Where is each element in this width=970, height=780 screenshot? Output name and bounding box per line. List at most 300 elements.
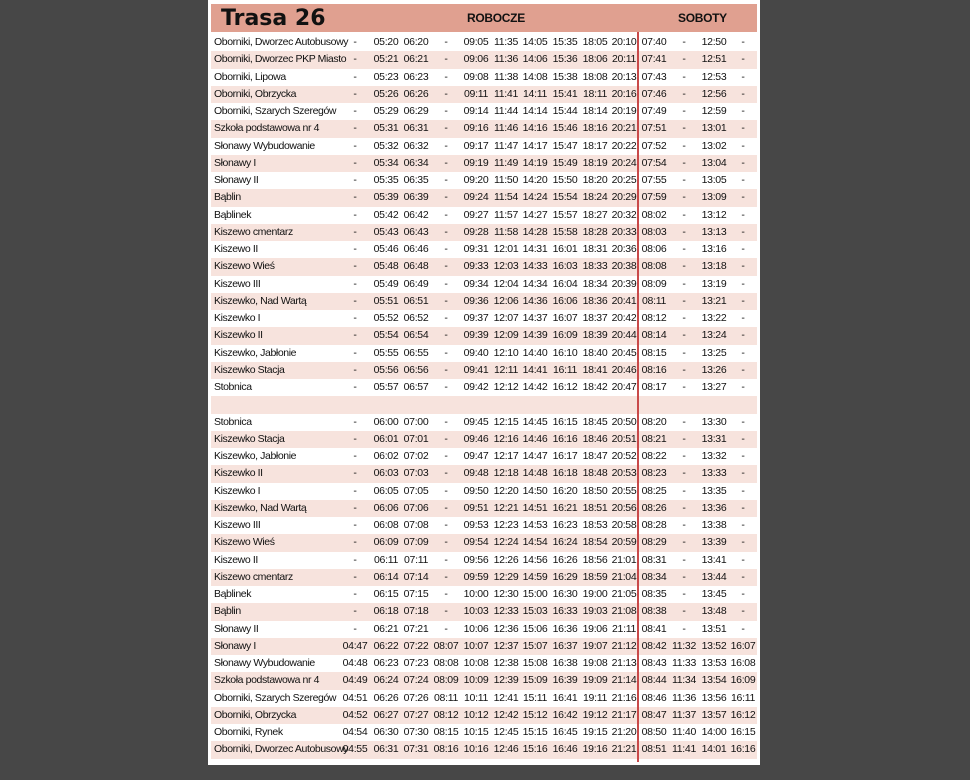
departure-time: - xyxy=(741,208,745,221)
departure-time: 08:26 xyxy=(641,501,667,514)
departure-time: 13:33 xyxy=(701,467,727,480)
departure-time: 13:53 xyxy=(701,657,727,669)
table-row xyxy=(211,500,757,517)
departure-time: 16:46 xyxy=(552,743,578,756)
departure-time: 18:17 xyxy=(582,139,608,152)
departure-time: 09:54 xyxy=(463,536,489,549)
departure-time: 10:15 xyxy=(463,726,489,738)
departure-time: 11:35 xyxy=(494,36,518,48)
departure-time: - xyxy=(444,329,448,342)
stop-name: Oborniki, Rynek xyxy=(214,726,283,738)
departure-time: 21:11 xyxy=(612,622,636,635)
departure-time: 11:37 xyxy=(672,708,696,721)
table-row xyxy=(211,120,757,137)
departure-time: - xyxy=(741,122,745,135)
departure-time: 09:40 xyxy=(463,346,489,359)
departure-time: 13:12 xyxy=(701,208,727,221)
table-row xyxy=(211,224,757,241)
departure-time: 09:36 xyxy=(463,294,489,307)
stop-name: Oborniki, Dworzec Autobusowy xyxy=(214,36,349,48)
departure-time: 06:06 xyxy=(373,501,399,514)
departure-time: 16:42 xyxy=(552,708,578,721)
table-row xyxy=(211,362,757,379)
departure-time: - xyxy=(741,519,745,531)
departure-time: 12:46 xyxy=(493,743,519,756)
stop-name: Bąblin xyxy=(214,605,241,618)
departure-time: 18:28 xyxy=(582,225,608,238)
departure-time: - xyxy=(741,105,745,117)
departure-time: 09:34 xyxy=(463,277,489,290)
departure-time: 18:08 xyxy=(582,70,608,83)
stop-name: Kiszewo cmentarz xyxy=(214,570,293,583)
departure-time: 05:42 xyxy=(373,208,399,221)
departure-time: - xyxy=(353,536,357,549)
stop-name: Kiszewko I xyxy=(214,312,261,324)
departure-time: 14:01 xyxy=(701,743,727,756)
departure-time: 12:59 xyxy=(701,105,727,117)
table-row xyxy=(211,51,757,68)
stop-name: Bąblinek xyxy=(214,588,252,600)
departure-time: 12:29 xyxy=(493,570,519,583)
stop-name: Szkoła podstawowa nr 4 xyxy=(214,674,320,687)
departure-time: 13:45 xyxy=(701,588,727,600)
departure-time: - xyxy=(682,588,686,600)
table-row xyxy=(211,586,757,603)
departure-time: - xyxy=(353,484,357,497)
departure-time: 04:54 xyxy=(342,726,368,738)
departure-time: 10:07 xyxy=(463,639,489,652)
stop-name: Oborniki, Obrzycka xyxy=(214,87,297,100)
departure-time: 08:38 xyxy=(641,605,667,618)
departure-time: 18:42 xyxy=(582,381,608,393)
departure-time: - xyxy=(444,277,448,290)
departure-time: - xyxy=(353,381,357,393)
stop-name: Oborniki, Szarych Szeregów xyxy=(214,691,337,704)
departure-time: 16:03 xyxy=(552,260,578,273)
stop-name: Oborniki, Obrzycka xyxy=(214,708,297,721)
departure-time: 06:31 xyxy=(403,122,429,135)
departure-time: - xyxy=(444,174,448,186)
departure-time: 12:39 xyxy=(493,674,519,687)
departure-time: 20:13 xyxy=(611,70,637,83)
departure-time: 21:17 xyxy=(611,708,637,721)
departure-time: 07:30 xyxy=(403,726,429,738)
departure-time: 16:33 xyxy=(552,605,578,618)
departure-time: 14:16 xyxy=(522,122,548,135)
departure-time: 13:54 xyxy=(701,674,727,687)
departure-time: 16:07 xyxy=(552,312,578,324)
departure-time: 13:31 xyxy=(701,432,727,445)
departure-time: - xyxy=(444,570,448,583)
departure-time: 16:09 xyxy=(730,674,756,687)
departure-time: 07:43 xyxy=(641,70,667,83)
departure-time: 16:29 xyxy=(552,570,578,583)
departure-time: - xyxy=(682,156,686,169)
departure-time: 09:17 xyxy=(463,139,489,152)
departure-time: 09:45 xyxy=(463,415,489,428)
departure-time: 12:18 xyxy=(493,467,519,480)
table-row xyxy=(211,448,757,465)
departure-time: - xyxy=(741,432,745,445)
stop-name: Oborniki, Lipowa xyxy=(214,70,286,83)
departure-time: 07:59 xyxy=(641,191,667,204)
departure-time: 12:51 xyxy=(701,53,727,66)
departure-time: 11:41 xyxy=(672,743,696,756)
departure-time: - xyxy=(444,501,448,514)
departure-time: 05:48 xyxy=(373,260,399,273)
departure-time: 05:23 xyxy=(373,70,399,83)
departure-time: 14:56 xyxy=(522,553,548,566)
departure-time: 16:24 xyxy=(552,536,578,549)
departure-time: 12:23 xyxy=(493,519,519,531)
departure-time: 09:08 xyxy=(463,70,489,83)
departure-time: 09:31 xyxy=(463,243,489,255)
departure-time: 12:06 xyxy=(493,294,519,307)
departure-time: 13:18 xyxy=(701,260,727,273)
departure-time: - xyxy=(682,36,686,48)
departure-time: - xyxy=(682,484,686,497)
departure-time: 18:47 xyxy=(582,450,608,462)
departure-time: - xyxy=(682,501,686,514)
departure-time: - xyxy=(741,415,745,428)
departure-time: 05:55 xyxy=(373,346,399,359)
table-row xyxy=(211,569,757,586)
departure-time: - xyxy=(682,605,686,618)
departure-time: 07:08 xyxy=(403,519,429,531)
departure-time: 15:09 xyxy=(522,674,548,687)
departure-time: 18:14 xyxy=(582,105,608,117)
departure-time: - xyxy=(444,53,448,66)
departure-time: 07:11 xyxy=(404,553,428,566)
departure-time: - xyxy=(353,260,357,273)
departure-time: 12:20 xyxy=(493,484,519,497)
departure-time: - xyxy=(741,570,745,583)
departure-time: 18:31 xyxy=(582,243,608,255)
departure-time: 08:16 xyxy=(433,743,459,756)
departure-time: - xyxy=(353,277,357,290)
departure-time: 20:50 xyxy=(611,415,637,428)
table-row xyxy=(211,414,757,431)
stop-name: Słonawy I xyxy=(214,639,256,652)
departure-time: 11:33 xyxy=(672,657,696,669)
departure-time: - xyxy=(444,467,448,480)
departure-time: 07:01 xyxy=(403,432,429,445)
departure-time: 19:03 xyxy=(582,605,608,618)
departure-time: 05:29 xyxy=(373,105,399,117)
departure-time: 21:13 xyxy=(611,657,637,669)
stop-name: Oborniki, Dworzec Autobusowy xyxy=(214,743,349,756)
departure-time: 05:32 xyxy=(373,139,399,152)
departure-time: 08:09 xyxy=(433,674,459,687)
departure-time: 04:48 xyxy=(342,657,368,669)
departure-time: 13:27 xyxy=(701,381,727,393)
departure-time: 06:21 xyxy=(373,622,399,635)
departure-time: 14:46 xyxy=(522,432,548,445)
departure-time: - xyxy=(682,346,686,359)
departure-time: 06:34 xyxy=(403,156,429,169)
departure-time: - xyxy=(682,260,686,273)
table-row xyxy=(211,396,757,413)
departure-time: 06:18 xyxy=(373,605,399,618)
departure-time: 12:11 xyxy=(494,363,518,376)
departure-time: 18:05 xyxy=(582,36,608,48)
weekday-label: ROBOCZE xyxy=(467,11,525,25)
table-row xyxy=(211,86,757,103)
departure-time: 07:41 xyxy=(641,53,667,66)
departure-time: 15:58 xyxy=(552,225,578,238)
departure-time: 20:10 xyxy=(611,36,637,48)
departure-time: 09:19 xyxy=(463,156,489,169)
departure-time: 20:21 xyxy=(611,122,637,135)
departure-time: 11:54 xyxy=(494,191,518,204)
departure-time: 20:58 xyxy=(611,519,637,531)
table-row xyxy=(211,293,757,310)
departure-time: 09:47 xyxy=(463,450,489,462)
departure-time: 05:20 xyxy=(373,36,399,48)
departure-time: 11:46 xyxy=(494,122,518,135)
departure-time: 15:07 xyxy=(522,639,548,652)
departure-time: 13:05 xyxy=(701,174,727,186)
departure-time: 10:16 xyxy=(463,743,489,756)
departure-time: 14:39 xyxy=(522,329,548,342)
departure-time: - xyxy=(741,174,745,186)
departure-time: 07:09 xyxy=(403,536,429,549)
departure-time: - xyxy=(444,536,448,549)
departure-time: - xyxy=(353,553,357,566)
stop-name: Kiszewo cmentarz xyxy=(214,225,293,238)
departure-time: 16:15 xyxy=(730,726,756,738)
departure-time: 08:28 xyxy=(641,519,667,531)
table-row xyxy=(211,724,757,741)
departure-time: - xyxy=(353,70,357,83)
departure-time: 16:38 xyxy=(552,657,578,669)
departure-time: - xyxy=(741,363,745,376)
departure-time: 18:53 xyxy=(582,519,608,531)
departure-time: 15:49 xyxy=(552,156,578,169)
departure-time: - xyxy=(682,87,686,100)
departure-time: 21:08 xyxy=(611,605,637,618)
departure-time: - xyxy=(741,450,745,462)
departure-time: 09:39 xyxy=(463,329,489,342)
departure-time: 18:27 xyxy=(582,208,608,221)
departure-time: 18:48 xyxy=(582,467,608,480)
departure-time: - xyxy=(682,53,686,66)
departure-time: 12:38 xyxy=(493,657,519,669)
stop-name: Oborniki, Szarych Szeregów xyxy=(214,105,337,117)
departure-time: 09:20 xyxy=(463,174,489,186)
table-row xyxy=(211,638,757,655)
departure-time: 16:26 xyxy=(552,553,578,566)
departure-time: 11:41 xyxy=(494,87,518,100)
departure-time: 18:19 xyxy=(582,156,608,169)
table-row xyxy=(211,345,757,362)
departure-time: 13:30 xyxy=(701,415,727,428)
departure-time: 18:40 xyxy=(582,346,608,359)
departure-time: 14:24 xyxy=(522,191,548,204)
departure-time: 08:29 xyxy=(641,536,667,549)
departure-time: - xyxy=(353,208,357,221)
departure-time: - xyxy=(444,312,448,324)
departure-time: 18:46 xyxy=(582,432,608,445)
departure-time: 20:53 xyxy=(611,467,637,480)
departure-time: 06:08 xyxy=(373,519,399,531)
departure-time: 13:56 xyxy=(701,691,727,704)
departure-time: 13:02 xyxy=(701,139,727,152)
departure-time: 09:50 xyxy=(463,484,489,497)
departure-time: 18:41 xyxy=(582,363,608,376)
departure-time: 14:17 xyxy=(522,139,548,152)
departure-time: 13:38 xyxy=(701,519,727,531)
stop-name: Oborniki, Dworzec PKP Miasto xyxy=(214,53,347,66)
departure-time: 21:01 xyxy=(611,553,637,566)
departure-time: 09:11 xyxy=(464,87,488,100)
departure-time: - xyxy=(444,415,448,428)
departure-time: 18:06 xyxy=(582,53,608,66)
departure-time: 10:11 xyxy=(464,691,488,704)
departure-time: 09:06 xyxy=(463,53,489,66)
departure-time: 11:50 xyxy=(494,174,518,186)
departure-time: 14:00 xyxy=(701,726,727,738)
departure-time: 15:06 xyxy=(522,622,548,635)
departure-time: 20:22 xyxy=(611,139,637,152)
departure-time: 14:54 xyxy=(522,536,548,549)
departure-time: 04:49 xyxy=(342,674,368,687)
departure-time: 14:08 xyxy=(522,70,548,83)
departure-time: - xyxy=(353,122,357,135)
departure-time: 06:30 xyxy=(373,726,399,738)
departure-time: - xyxy=(353,519,357,531)
departure-time: 13:44 xyxy=(701,570,727,583)
departure-time: 18:24 xyxy=(582,191,608,204)
departure-time: - xyxy=(741,381,745,393)
departure-time: 13:32 xyxy=(701,450,727,462)
departure-time: - xyxy=(444,70,448,83)
departure-time: - xyxy=(353,329,357,342)
departure-time: 12:24 xyxy=(493,536,519,549)
departure-time: 08:17 xyxy=(641,381,667,393)
departure-time: 07:14 xyxy=(403,570,429,583)
departure-time: 20:46 xyxy=(611,363,637,376)
departure-time: 18:11 xyxy=(583,87,607,100)
departure-time: 05:56 xyxy=(373,363,399,376)
departure-time: 13:01 xyxy=(701,122,727,135)
departure-time: - xyxy=(682,329,686,342)
departure-time: 14:50 xyxy=(522,484,548,497)
departure-time: - xyxy=(741,536,745,549)
departure-time: 14:19 xyxy=(522,156,548,169)
departure-time: 05:52 xyxy=(373,312,399,324)
departure-time: 18:36 xyxy=(582,294,608,307)
stop-name: Stobnica xyxy=(214,381,252,393)
departure-time: - xyxy=(353,36,357,48)
departure-time: 18:56 xyxy=(582,553,608,566)
departure-time: 08:50 xyxy=(641,726,667,738)
departure-time: 20:16 xyxy=(611,87,637,100)
departure-time: 16:41 xyxy=(552,691,578,704)
departure-time: 15:00 xyxy=(522,588,548,600)
departure-time: 20:41 xyxy=(611,294,637,307)
departure-time: 14:28 xyxy=(522,225,548,238)
departure-time: 08:47 xyxy=(641,708,667,721)
table-row xyxy=(211,552,757,569)
departure-time: 12:17 xyxy=(493,450,519,462)
departure-time: 13:25 xyxy=(701,346,727,359)
table-row xyxy=(211,621,757,638)
departure-time: 07:00 xyxy=(403,415,429,428)
departure-time: 15:15 xyxy=(522,726,548,738)
departure-time: 04:52 xyxy=(342,708,368,721)
departure-time: 16:17 xyxy=(552,450,578,462)
departure-time: - xyxy=(682,553,686,566)
departure-time: - xyxy=(353,467,357,480)
table-row xyxy=(211,103,757,120)
departure-time: - xyxy=(444,484,448,497)
departure-time: 06:03 xyxy=(373,467,399,480)
departure-time: - xyxy=(682,225,686,238)
departure-time: 08:51 xyxy=(641,743,667,756)
departure-time: - xyxy=(444,87,448,100)
departure-time: - xyxy=(741,191,745,204)
departure-time: 20:32 xyxy=(611,208,637,221)
departure-time: 13:51 xyxy=(701,622,727,635)
departure-time: 20:38 xyxy=(611,260,637,273)
departure-time: 06:55 xyxy=(403,346,429,359)
departure-time: - xyxy=(444,432,448,445)
departure-time: - xyxy=(741,467,745,480)
departure-time: - xyxy=(444,553,448,566)
stop-name: Kiszewo Wieś xyxy=(214,536,275,549)
departure-time: 07:55 xyxy=(641,174,667,186)
departure-time: - xyxy=(682,277,686,290)
departure-time: - xyxy=(353,225,357,238)
departure-time: 06:11 xyxy=(374,553,398,566)
departure-time: - xyxy=(682,467,686,480)
departure-time: 08:06 xyxy=(641,243,667,255)
departure-time: 14:31 xyxy=(522,243,548,255)
departure-time: 11:36 xyxy=(672,691,696,704)
departure-time: - xyxy=(444,381,448,393)
departure-time: 11:57 xyxy=(494,208,518,221)
departure-time: - xyxy=(682,208,686,221)
departure-time: 19:12 xyxy=(582,708,608,721)
departure-time: 20:44 xyxy=(611,329,637,342)
departure-time: 08:23 xyxy=(641,467,667,480)
departure-time: 15:11 xyxy=(523,691,547,704)
departure-time: - xyxy=(353,415,357,428)
departure-time: 13:35 xyxy=(701,484,727,497)
departure-time: 13:19 xyxy=(701,277,727,290)
departure-time: 18:37 xyxy=(582,312,608,324)
departure-time: 06:27 xyxy=(373,708,399,721)
table-row xyxy=(211,465,757,482)
departure-time: 15:16 xyxy=(522,743,548,756)
departure-time: 12:56 xyxy=(701,87,727,100)
departure-time: - xyxy=(682,312,686,324)
departure-time: 09:37 xyxy=(463,312,489,324)
departure-time: 14:59 xyxy=(522,570,548,583)
departure-time: 07:52 xyxy=(641,139,667,152)
departure-time: 12:10 xyxy=(493,346,519,359)
departure-time: - xyxy=(741,70,745,83)
departure-time: 08:20 xyxy=(641,415,667,428)
departure-time: 06:15 xyxy=(373,588,399,600)
departure-time: 12:33 xyxy=(493,605,519,618)
departure-time: 07:18 xyxy=(403,605,429,618)
departure-time: 16:11 xyxy=(731,691,755,704)
departure-time: 14:45 xyxy=(522,415,548,428)
departure-time: 16:45 xyxy=(552,726,578,738)
departure-time: - xyxy=(353,450,357,462)
